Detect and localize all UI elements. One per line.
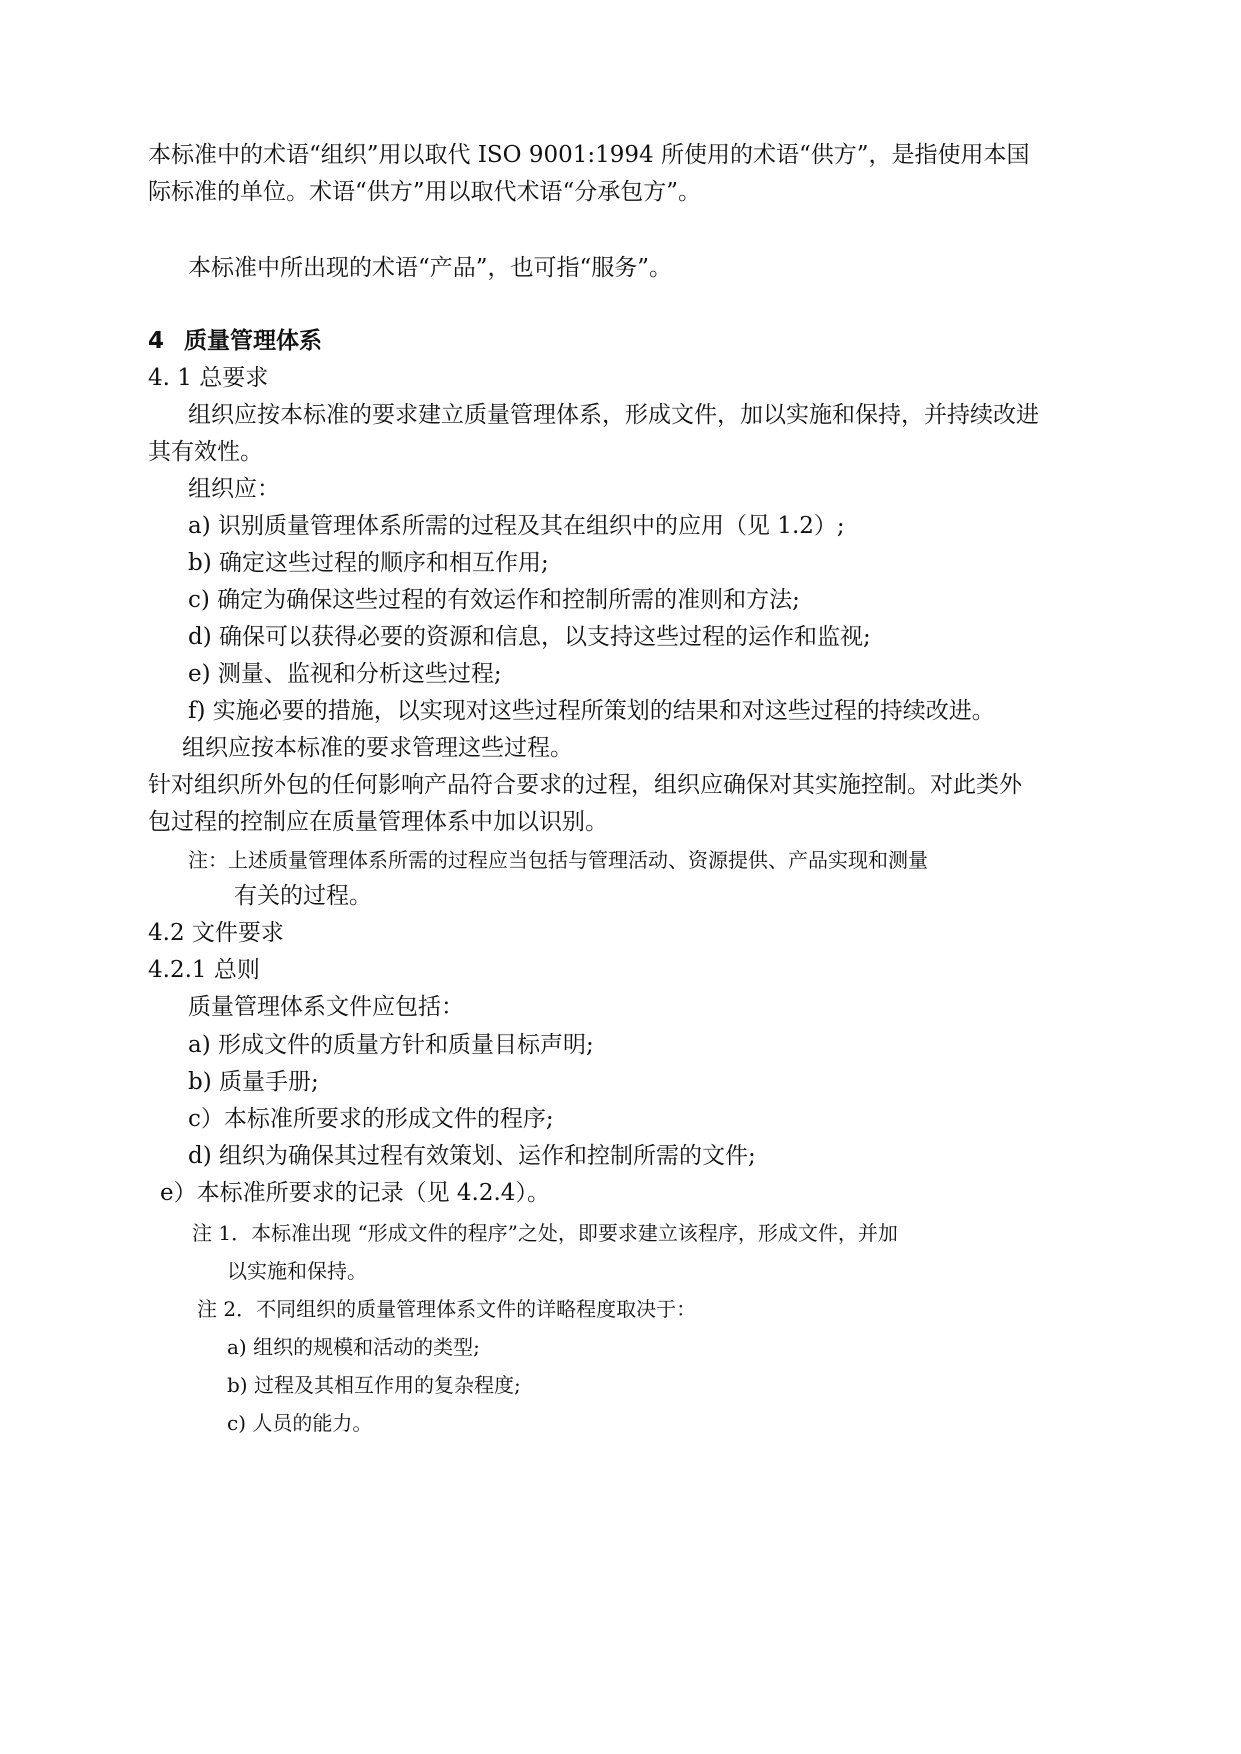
list-item: d) 确保可以获得必要的资源和信息，以支持这些过程的运作和监视; [188,624,871,650]
section-4-1-heading: 4. 1 总要求 [148,365,269,391]
list-item: c) 确定为确保这些过程的有效运作和控制所需的准则和方法; [188,587,800,613]
section-4-1-manage-text: 组织应按本标准的要求管理这些过程。 [182,735,573,761]
list-item: e) 测量、监视和分析这些过程; [188,661,502,687]
list-item: a) 识别质量管理体系所需的过程及其在组织中的应用（见 1.2）; [188,513,845,539]
list-item: a) 形成文件的质量方针和质量目标声明; [188,1032,594,1058]
intro-product-paragraph: 本标准中所出现的术语“产品”，也可指“服务”。 [188,255,673,281]
note-1-line1: 注 1．本标准出现 “形成文件的程序”之处，即要求建立该程序，形成文件，并加 [192,1221,898,1245]
intro-paragraph-line2: 际标准的单位。术语“供方”用以取代术语“分承包方”。 [148,179,702,205]
section-4-1-note-line2: 有关的过程。 [234,883,372,909]
section-4-heading [148,326,322,356]
list-item: b) 过程及其相互作用的复杂程度; [227,1373,521,1397]
section-4-1-para-line2: 其有效性。 [148,439,263,465]
section-4-title: 质量管理体系 [184,328,322,354]
section-4-1-outsource-line2: 包过程的控制应在质量管理体系中加以识别。 [148,809,608,835]
list-item: b) 确定这些过程的顺序和相互作用; [188,550,549,576]
list-item: d) 组织为确保其过程有效策划、运作和控制所需的文件; [188,1143,756,1169]
section-4-1-note-line1: 注：上述质量管理体系所需的过程应当包括与管理活动、资源提供、产品实现和测量 [188,848,928,872]
note-2-lead: 注 2．不同组织的质量管理体系文件的详略程度取决于： [197,1297,697,1321]
intro-paragraph-line1: 本标准中的术语“组织”用以取代 ISO 9001:1994 所使用的术语“供方”，是指使用本国 [148,142,1030,168]
list-item: f) 实施必要的措施，以实现对这些过程所策划的结果和对这些过程的持续改进。 [188,698,995,724]
section-4-1-para-line1: 组织应按本标准的要求建立质量管理体系，形成文件，加以实施和保持，并持续改进 [188,402,1039,428]
section-4-2-heading: 4.2 文件要求 [148,920,284,946]
section-4-2-1-heading: 4.2.1 总则 [148,957,260,983]
list-item: a) 组织的规模和活动的类型; [227,1335,480,1359]
section-4-1-lead: 组织应： [188,476,280,502]
list-item: c) 人员的能力。 [227,1411,373,1435]
list-item: c）本标准所要求的形成文件的程序; [188,1106,554,1132]
section-4-1-outsource-line1: 针对组织所外包的任何影响产品符合要求的过程，组织应确保对其实施控制。对此类外 [148,772,1022,798]
section-4-number: 4 [148,328,165,354]
section-4-2-1-lead: 质量管理体系文件应包括： [188,994,464,1020]
note-1-line2: 以实施和保持。 [227,1259,367,1283]
list-item: b) 质量手册; [188,1069,319,1095]
list-item: e）本标准所要求的记录（见 4.2.4）。 [160,1180,550,1206]
